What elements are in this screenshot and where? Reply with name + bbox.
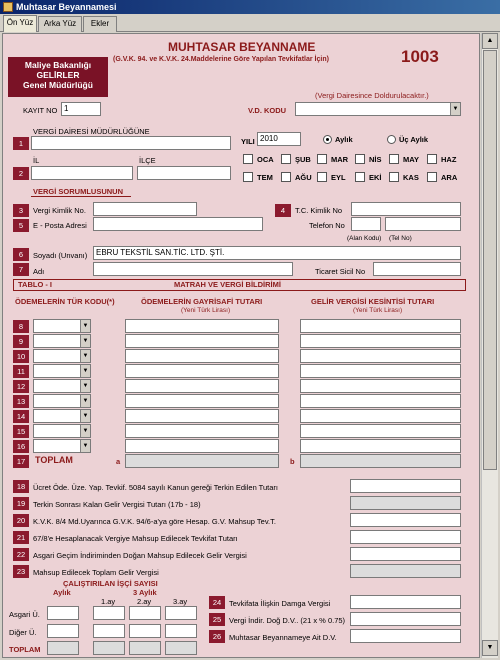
divider <box>31 196 131 197</box>
asgari-ay2-input[interactable] <box>129 606 161 620</box>
col-kesinti-sub: (Yeni Türk Lirası) <box>353 307 403 314</box>
row-number: 15 <box>13 425 29 438</box>
month-label: OCA <box>257 155 274 164</box>
form-title: MUHTASAR BEYANNAME <box>168 40 316 54</box>
asgari-aylik-input[interactable] <box>47 606 79 620</box>
tur-kodu-select[interactable] <box>33 334 91 348</box>
line-20-input[interactable] <box>350 513 461 527</box>
row-number-19: 19 <box>13 497 29 510</box>
il-input[interactable] <box>31 166 133 180</box>
asgari-ay3-input[interactable] <box>165 606 197 620</box>
line-19-input <box>350 496 461 510</box>
month-checkbox[interactable] <box>389 172 399 182</box>
toplam-ay1 <box>93 641 125 655</box>
month-label: ŞUB <box>295 155 311 164</box>
row-number-22: 22 <box>13 548 29 561</box>
kayit-input[interactable]: 1 <box>61 102 101 116</box>
month-label: MAY <box>403 155 419 164</box>
toplam-label: TOPLAM <box>35 455 73 465</box>
month-label: KAS <box>403 173 419 182</box>
row-number: 13 <box>13 395 29 408</box>
row-number-21: 21 <box>13 531 29 544</box>
row-number-6: 6 <box>13 248 29 261</box>
row-number-20: 20 <box>13 514 29 527</box>
telefon-input[interactable] <box>385 217 461 231</box>
col-kesinti: GELİR VERGİSİ KESİNTİSİ TUTARI <box>311 297 435 306</box>
tab-on-yuz[interactable]: Ön Yüz <box>3 15 37 32</box>
row-number-23: 23 <box>13 565 29 578</box>
telefon-label: Telefon No <box>309 221 345 230</box>
gayrisafi-input[interactable] <box>125 394 279 408</box>
diger-aylik-input[interactable] <box>47 624 79 638</box>
vergi-dairesi-input[interactable] <box>31 136 231 150</box>
vkn-label: Vergi Kimlik No. <box>33 206 86 215</box>
form-panel <box>2 33 480 658</box>
chevron-down-icon[interactable]: ▼ <box>80 395 90 407</box>
aylik-label: Aylık <box>335 135 353 144</box>
month-label: MAR <box>331 155 349 164</box>
ticaret-label: Ticaret Sicil No <box>315 267 366 276</box>
isci-ay1: 1.ay <box>101 597 116 606</box>
isci-title: ÇALIŞTIRILAN İŞÇİ SAYISI <box>63 579 158 588</box>
chevron-down-icon[interactable]: ▼ <box>80 350 90 362</box>
row-number-25: 25 <box>209 613 225 626</box>
chevron-down-icon[interactable]: ▼ <box>80 410 90 422</box>
kesinti-input[interactable] <box>300 334 461 348</box>
a-label: a <box>116 457 121 466</box>
row-number-18: 18 <box>13 480 29 493</box>
kayit-label: KAYIT NO <box>23 106 58 115</box>
chevron-down-icon[interactable]: ▼ <box>80 440 90 452</box>
gayrisafi-input[interactable] <box>125 424 279 438</box>
asgari-label: Asgari Ü. <box>9 610 40 619</box>
tckn-label: T.C. Kimlik No <box>295 206 343 215</box>
row-number-3: 3 <box>13 204 29 217</box>
aylik-radio[interactable] <box>323 135 332 144</box>
month-label: NİS <box>369 155 382 164</box>
line-label: Vergi İndir. Doğ D.V.. (21 x % 0.75) <box>229 616 346 625</box>
kesinti-input[interactable] <box>300 364 461 378</box>
month-label: EKİ <box>369 173 382 182</box>
month-checkbox[interactable] <box>243 154 253 164</box>
toplam-ay2 <box>129 641 161 655</box>
kesinti-input[interactable] <box>300 379 461 393</box>
uc-aylik-radio[interactable] <box>387 135 396 144</box>
kesinti-input[interactable] <box>300 409 461 423</box>
row-number-4: 4 <box>275 204 291 217</box>
col-tur-kodu: ÖDEMELERİN TÜR KODU(*) <box>15 297 115 306</box>
chevron-down-icon[interactable]: ▼ <box>80 365 90 377</box>
chevron-down-icon[interactable]: ▼ <box>80 380 90 392</box>
toplam-kesinti <box>300 454 461 468</box>
line-label: Tevkifata İlişkin Damga Vergisi <box>229 599 331 608</box>
line-18-input[interactable] <box>350 479 461 493</box>
asgari-ay1-input[interactable] <box>93 606 125 620</box>
ilce-label: İLÇE <box>139 156 156 165</box>
sorumlu-title: VERGİ SORUMLUSUNUN <box>33 187 124 196</box>
month-checkbox[interactable] <box>427 154 437 164</box>
gayrisafi-input[interactable] <box>125 409 279 423</box>
month-checkbox[interactable] <box>355 172 365 182</box>
adi-input[interactable] <box>93 262 293 276</box>
row-number: 14 <box>13 410 29 423</box>
gayrisafi-input[interactable] <box>125 439 279 453</box>
ministry-line-1: Maliye Bakanlığı <box>24 60 92 70</box>
month-checkbox[interactable] <box>427 172 437 182</box>
ilce-input[interactable] <box>137 166 231 180</box>
month-label: HAZ <box>441 155 457 164</box>
line-24-input[interactable] <box>350 595 461 609</box>
month-label: AĞU <box>295 173 312 182</box>
month-checkbox[interactable] <box>389 154 399 164</box>
scroll-thumb[interactable] <box>483 50 497 470</box>
toplam-aylik <box>47 641 79 655</box>
tur-kodu-select[interactable] <box>33 379 91 393</box>
kesinti-input[interactable] <box>300 319 461 333</box>
yil-label: YILI <box>241 137 255 146</box>
line-26-input[interactable] <box>350 629 461 643</box>
tur-kodu-select[interactable] <box>33 349 91 363</box>
row-number-24: 24 <box>209 596 225 609</box>
line-21-input[interactable] <box>350 530 461 544</box>
tur-kodu-select[interactable] <box>33 439 91 453</box>
tab-strip <box>0 14 500 32</box>
gayrisafi-input[interactable] <box>125 364 279 378</box>
tur-kodu-select[interactable] <box>33 319 91 333</box>
gayrisafi-input[interactable] <box>125 379 279 393</box>
eposta-input[interactable] <box>93 217 263 231</box>
kesinti-input[interactable] <box>300 349 461 363</box>
tab-arka-yuz[interactable]: Arka Yüz <box>38 16 82 32</box>
ministry-line-2: GELİRLER <box>36 70 80 80</box>
scroll-up-icon[interactable]: ▲ <box>482 33 498 49</box>
row-number: 10 <box>13 350 29 363</box>
window-titlebar <box>0 0 500 14</box>
app-icon <box>3 2 13 12</box>
row-number: 11 <box>13 365 29 378</box>
line-22-input[interactable] <box>350 547 461 561</box>
row-number-7: 7 <box>13 263 29 276</box>
month-label: TEM <box>257 173 273 182</box>
form-number: 1003 <box>401 47 439 66</box>
ministry-line-3: Genel Müdürlüğü <box>23 80 93 90</box>
row-number-26: 26 <box>209 630 225 643</box>
gayrisafi-input[interactable] <box>125 319 279 333</box>
month-checkbox[interactable] <box>281 154 291 164</box>
col-gayrisafi: ÖDEMELERİN GAYRİSAFİ TUTARI <box>141 297 263 306</box>
tablo-header <box>13 279 466 291</box>
tab-ekler[interactable]: Ekler <box>83 16 117 32</box>
toplam-gayrisafi <box>125 454 279 468</box>
form-subtitle: (G.V.K. 94. ve K.V.K. 24.Maddelerine Göre Yapılan Tevkifatlar İçin) <box>113 56 329 63</box>
toplam-ay3 <box>165 641 197 655</box>
month-checkbox[interactable] <box>317 154 327 164</box>
diger-ay3-input[interactable] <box>165 624 197 638</box>
month-checkbox[interactable] <box>243 172 253 182</box>
month-label: EYL <box>331 173 346 182</box>
yil-input[interactable]: 2010 <box>257 132 301 146</box>
vd-note: (Vergi Dairesince Doldurulacaktır.) <box>315 91 429 100</box>
line-label: Asgari Geçim İndiriminden Doğan Mahsup Edilecek Gelir Vergisi <box>33 551 247 560</box>
row-number-5: 5 <box>13 219 29 232</box>
isci-uc-aylik: 3 Aylık <box>133 588 157 597</box>
vkn-input[interactable] <box>93 202 197 216</box>
vd-kodu-label: V.D. KODU <box>248 106 287 115</box>
chevron-down-icon[interactable]: ▼ <box>80 425 90 437</box>
alan-kodu-hint: (Alan Kodu) <box>347 235 382 242</box>
row-number-1: 1 <box>13 137 29 150</box>
diger-label: Diğer Ü. <box>9 628 37 637</box>
line-label: K.V.K. 8/4 Md.Uyarınca G.V.K. 94/6-a'ya göre Hesap. G.V. Mahsup Tev.T. <box>33 517 276 526</box>
alan-kodu-input[interactable] <box>351 217 381 231</box>
eposta-label: E - Posta Adresi <box>33 221 87 230</box>
kesinti-input[interactable] <box>300 424 461 438</box>
chevron-down-icon[interactable]: ▼ <box>450 103 460 115</box>
vertical-scrollbar[interactable] <box>481 33 498 658</box>
il-label: İL <box>33 156 40 165</box>
line-label: Ücret Öde. Üze. Yap. Tevkif. 5084 sayılı Kanun gereği Terkin Edilen Tutarı <box>33 483 278 492</box>
ticaret-input[interactable] <box>373 262 461 276</box>
window-title: Muhtasar Beyannamesi <box>16 2 117 12</box>
isci-aylik: Aylık <box>53 588 71 597</box>
kesinti-input[interactable] <box>300 439 461 453</box>
row-number: 16 <box>13 440 29 453</box>
tur-kodu-select[interactable] <box>33 424 91 438</box>
row-number: 12 <box>13 380 29 393</box>
kesinti-input[interactable] <box>300 394 461 408</box>
isci-ay2: 2.ay <box>137 597 152 606</box>
uc-aylik-label: Üç Aylık <box>399 135 429 144</box>
col-gayrisafi-sub: (Yeni Türk Lirası) <box>181 307 231 314</box>
tur-kodu-select[interactable] <box>33 409 91 423</box>
vd-label: VERGİ DAİRESİ MÜDÜRLÜĞÜNE <box>33 127 150 136</box>
line-23-input <box>350 564 461 578</box>
month-checkbox[interactable] <box>355 154 365 164</box>
line-label: Mahsup Edilecek Toplam Gelir Vergisi <box>33 568 159 577</box>
row-number: 8 <box>13 320 29 333</box>
tur-kodu-select[interactable] <box>33 364 91 378</box>
isci-ay3: 3.ay <box>173 597 188 606</box>
vd-kodu-select[interactable] <box>295 102 461 116</box>
chevron-down-icon[interactable]: ▼ <box>80 320 90 332</box>
b-label: b <box>290 457 295 466</box>
diger-ay2-input[interactable] <box>129 624 161 638</box>
row-number: 9 <box>13 335 29 348</box>
scroll-down-icon[interactable]: ▼ <box>482 640 498 656</box>
tur-kodu-select[interactable] <box>33 394 91 408</box>
row-number-2: 2 <box>13 167 29 180</box>
adi-label: Adı <box>33 267 45 276</box>
soyadi-input[interactable]: EBRU TEKSTİL SAN.TİC. LTD. ŞTİ. <box>93 246 461 260</box>
month-checkbox[interactable] <box>281 172 291 182</box>
month-label: ARA <box>441 173 458 182</box>
chevron-down-icon[interactable]: ▼ <box>80 335 90 347</box>
month-checkbox[interactable] <box>317 172 327 182</box>
gayrisafi-input[interactable] <box>125 349 279 363</box>
row-number-17: 17 <box>13 455 29 468</box>
line-label: Muhtasar Beyannameye Ait D.V. <box>229 633 337 642</box>
tel-no-hint: (Tel No) <box>389 235 412 242</box>
line-label: Terkin Sonrası Kalan Gelir Vergisi Tutarı (17b - 18) <box>33 500 201 509</box>
diger-ay1-input[interactable] <box>93 624 125 638</box>
soyadi-label: Soyadı (Unvanı) <box>33 251 88 260</box>
line-label: 67/8'e Hesaplanacak Vergiye Mahsup Edilecek Tevkifat Tutarı <box>33 534 238 543</box>
ministry-box <box>8 57 108 97</box>
tablo-label: TABLO - I <box>18 280 53 289</box>
tablo-title: MATRAH VE VERGİ BİLDİRİMİ <box>174 280 281 289</box>
tckn-input[interactable] <box>351 202 461 216</box>
isci-toplam-label: TOPLAM <box>9 645 41 654</box>
gayrisafi-input[interactable] <box>125 334 279 348</box>
line-25-input[interactable] <box>350 612 461 626</box>
